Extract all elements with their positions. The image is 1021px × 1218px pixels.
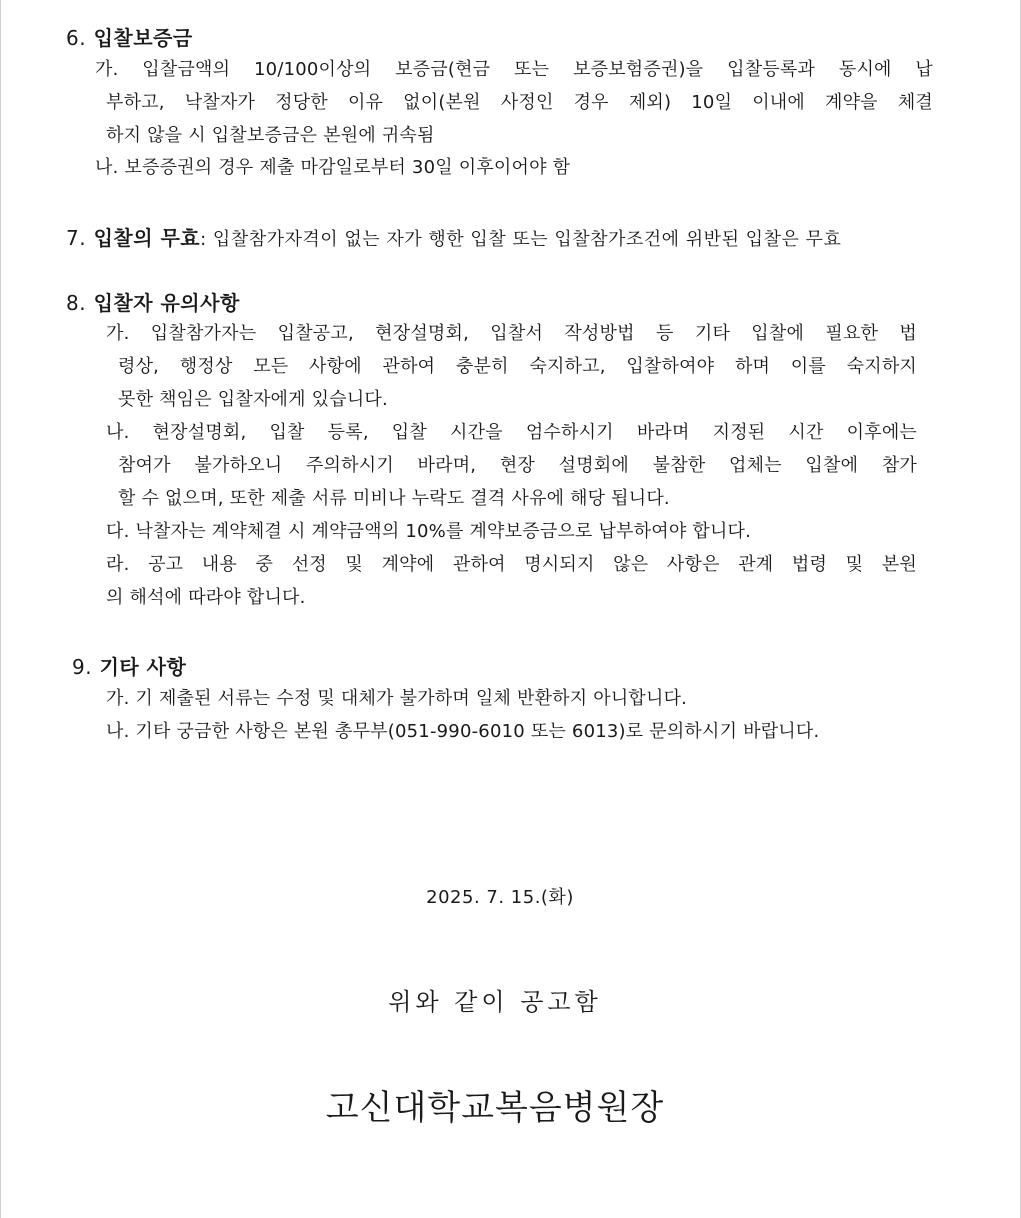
section-8-title: 입찰자 유의사항: [93, 291, 240, 315]
section-8-line-9: 의 해석에 따라야 합니다.: [106, 587, 306, 608]
section-9-heading: [72, 651, 186, 680]
section-9-title: 기타 사항: [99, 655, 187, 679]
section-7-text: : 입찰참가자격이 없는 자가 행한 입찰 또는 입찰참가조건에 위반된 입찰은 무효: [200, 229, 842, 250]
section-6-line-1: 가. 입찰금액의 10/100이상의 보증금(현금 또는 보증보험증권)을 입찰등록과 동시에 납: [95, 59, 933, 80]
notice-date: 2025. 7. 15.(화): [426, 887, 574, 908]
closing-statement: 위와 같이 공고함: [388, 988, 602, 1016]
section-8-line-4: 나. 현장설명회, 입찰 등록, 입찰 시간을 엄수하시기 바라며 지정된 시간 이후에는: [106, 422, 917, 443]
section-7-title: 입찰의 무효: [93, 226, 201, 250]
section-9-line-2: 나. 기타 궁금한 사항은 본원 총무부(051-990-6010 또는 6013)로 문의하시기 바랍니다.: [106, 721, 820, 742]
section-6-line-4: 나. 보증증권의 경우 제출 마감일로부터 30일 이후이어야 함: [95, 157, 571, 178]
section-7-number: 7.: [66, 226, 87, 250]
section-6-line-3: 하지 않을 시 입찰보증금은 본원에 귀속됨: [106, 125, 435, 146]
section-6-title: 입찰보증금: [93, 26, 193, 50]
section-8-line-2: 령상, 행정상 모든 사항에 관하여 충분히 숙지하고, 입찰하여야 하며 이를 숙지하지: [118, 356, 917, 377]
section-8-line-5: 참여가 불가하오니 주의하시기 바라며, 현장 설명회에 불참한 업체는 입찰에 참가: [118, 455, 917, 476]
section-6-line-2: 부하고, 낙찰자가 정당한 이유 없이(본원 사정인 경우 제외) 10일 이내에 계약을 체결: [106, 92, 933, 113]
section-8-line-3: 못한 책임은 입찰자에게 있습니다.: [118, 389, 388, 410]
section-8-number: 8.: [66, 291, 87, 315]
section-6-number: 6.: [66, 26, 87, 50]
page-left-border: [0, 0, 1, 1218]
section-8-heading: [66, 287, 240, 316]
section-8-line-1: 가. 입찰참가자는 입찰공고, 현장설명회, 입찰서 작성방법 등 기타 입찰에 필요한 법: [106, 323, 917, 344]
section-8-line-6: 할 수 없으며, 또한 제출 서류 미비나 누락도 결격 사유에 해당 됩니다.: [118, 488, 670, 509]
section-8-line-7: 다. 낙찰자는 계약체결 시 계약금액의 10%를 계약보증금으로 납부하여야 합니다.: [106, 521, 752, 542]
section-8-line-8: 라. 공고 내용 중 선정 및 계약에 관하여 명시되지 않은 사항은 관계 법령 및 본원: [106, 554, 917, 575]
section-9-line-1: 가. 기 제출된 서류는 수정 및 대체가 불가하며 일체 반환하지 아니합니다.: [106, 688, 688, 709]
section-9-number: 9.: [72, 655, 93, 679]
section-7-heading: [66, 222, 841, 251]
issuer-signature: 고신대학교복음병원장: [325, 1088, 665, 1128]
section-6-heading: [66, 22, 193, 51]
